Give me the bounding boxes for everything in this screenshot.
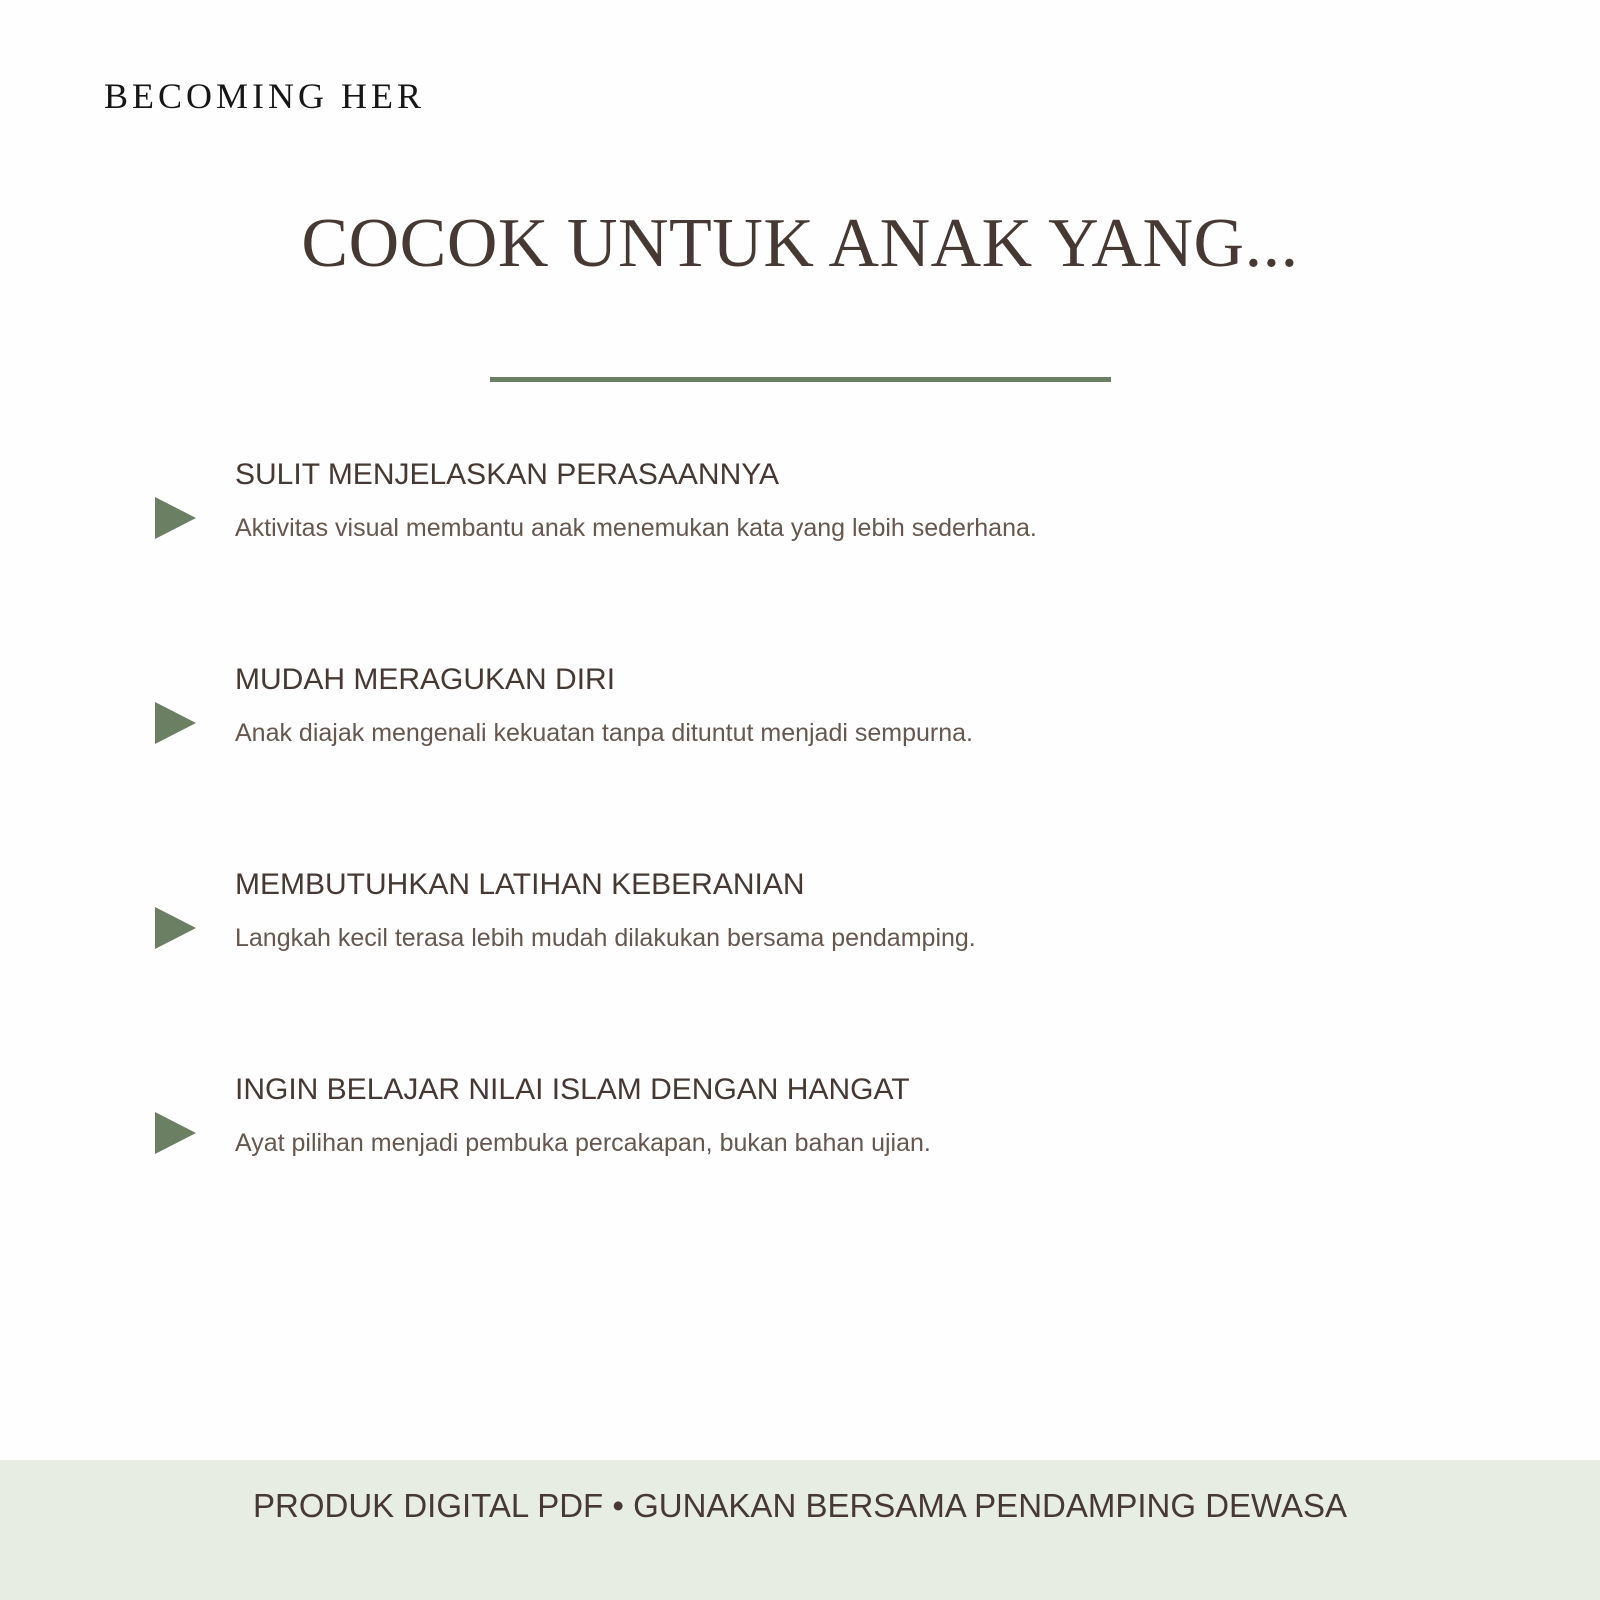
- list-item: [0, 458, 1600, 578]
- triangle-right-icon: [155, 907, 196, 949]
- brand-logo: BECOMING HER: [104, 76, 426, 116]
- footer-banner: [0, 1460, 1600, 1600]
- footer-text: PRODUK DIGITAL PDF • GUNAKAN BERSAMA PENDAMPING DEWASA: [252, 1487, 1347, 1524]
- list-item-description: Ayat pilihan menjadi pembuka percakapan, bukan bahan ujian.: [235, 1129, 931, 1157]
- list-item: [0, 1073, 1600, 1193]
- title-divider: [490, 377, 1111, 382]
- list-item-description: Langkah kecil terasa lebih mudah dilakukan bersama pendamping.: [235, 924, 976, 952]
- list-item: [0, 663, 1600, 783]
- list-item-description: Anak diajak mengenali kekuatan tanpa dituntut menjadi sempurna.: [235, 719, 973, 747]
- list-item-title: SULIT MENJELASKAN PERASAANNYA: [235, 458, 780, 491]
- list-item-title: MUDAH MERAGUKAN DIRI: [235, 663, 616, 696]
- page-title: COCOK UNTUK ANAK YANG...: [301, 205, 1299, 282]
- triangle-right-icon: [155, 702, 196, 744]
- list-item-title: MEMBUTUHKAN LATIHAN KEBERANIAN: [235, 868, 805, 901]
- list-item: [0, 868, 1600, 988]
- triangle-right-icon: [155, 497, 196, 539]
- list-item-description: Aktivitas visual membantu anak menemukan kata yang lebih sederhana.: [235, 514, 1037, 542]
- list-item-title: INGIN BELAJAR NILAI ISLAM DENGAN HANGAT: [235, 1073, 910, 1106]
- triangle-right-icon: [155, 1112, 196, 1154]
